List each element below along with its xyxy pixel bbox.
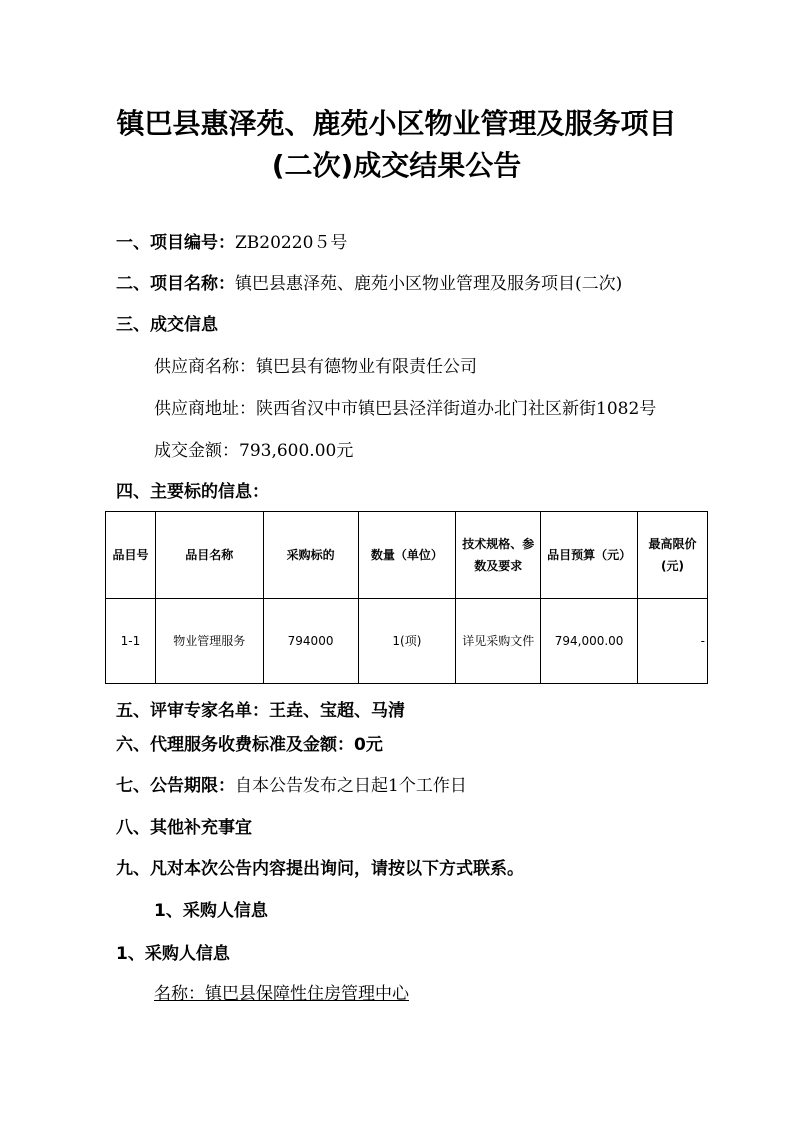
notice-title-line2: (二次)成交结果公告 xyxy=(271,149,522,182)
deal-info-heading: 三、成交信息 xyxy=(116,315,218,335)
table-header-cell: 采购标的 xyxy=(263,512,358,599)
agency-fee-label: 六、代理服务收费标准及金额： xyxy=(116,735,354,755)
experts-value: 王垚、宝超、马清 xyxy=(269,701,405,721)
table-cell: 物业管理服务 xyxy=(155,599,263,684)
supplier-name-label: 供应商名称： xyxy=(154,357,256,377)
project-name-value: 镇巴县惠泽苑、鹿苑小区物业管理及服务项目(二次) xyxy=(235,274,623,294)
main-items-table xyxy=(105,511,708,684)
notice-period-label: 七、公告期限： xyxy=(116,776,235,796)
buyer-name-line xyxy=(154,982,409,1006)
supplier-address-value: 陕西省汉中市镇巴县泾洋街道办北门社区新街1082号 xyxy=(256,399,657,419)
table-header-row xyxy=(106,512,708,599)
experts-label: 五、评审专家名单： xyxy=(116,701,269,721)
experts-line xyxy=(116,699,405,723)
project-name-label: 二、项目名称： xyxy=(116,274,235,294)
notice-title-line1: 镇巴县惠泽苑、鹿苑小区物业管理及服务项目 xyxy=(116,107,677,140)
supplier-name-line xyxy=(154,355,477,379)
deal-amount-value: 793,600.00元 xyxy=(239,441,354,461)
main-items-heading: 四、主要标的信息： xyxy=(116,482,269,502)
table-header-cell: 数量（单位） xyxy=(358,512,456,599)
notice-period-value: 自本公告发布之日起1个工作日 xyxy=(235,776,467,796)
table-cell: 详见采购文件 xyxy=(456,599,541,684)
table-header-cell: 品目号 xyxy=(106,512,156,599)
table-header-cell: 最高限价(元) xyxy=(638,512,708,599)
supplier-address-line xyxy=(154,397,656,421)
project-name-line xyxy=(116,272,622,296)
table-header-cell: 技术规格、参数及要求 xyxy=(456,512,541,599)
supplier-address-label: 供应商地址： xyxy=(154,399,256,419)
table-cell: 794,000.00 xyxy=(541,599,638,684)
table-header-cell: 品目名称 xyxy=(155,512,263,599)
project-number-label: 一、项目编号： xyxy=(116,233,235,253)
supplier-name-value: 镇巴县有德物业有限责任公司 xyxy=(256,357,477,377)
table-header-cell: 品目预算（元） xyxy=(541,512,638,599)
other-matters-heading: 八、其他补充事宜 xyxy=(116,818,252,838)
buyer-name-label: 名称： xyxy=(154,984,205,1004)
agency-fee-value: 0元 xyxy=(354,735,383,755)
deal-amount-line xyxy=(154,439,353,463)
project-number-value: ZB20220５号 xyxy=(235,233,348,253)
buyer-info-subheading: 1、采购人信息 xyxy=(154,901,268,921)
table-row xyxy=(106,599,708,684)
table-cell: 794000 xyxy=(263,599,358,684)
table-cell: 1-1 xyxy=(106,599,156,684)
notice-period-line xyxy=(116,774,467,798)
deal-amount-label: 成交金额： xyxy=(154,441,239,461)
buyer-name-value: 镇巴县保障性住房管理中心 xyxy=(205,984,409,1004)
contact-heading: 九、凡对本次公告内容提出询问，请按以下方式联系。 xyxy=(116,859,524,879)
buyer-info-heading: 1、采购人信息 xyxy=(116,944,230,964)
table-cell: - xyxy=(638,599,708,684)
project-number-line xyxy=(116,231,347,255)
table-cell: 1(项) xyxy=(358,599,456,684)
agency-fee-line xyxy=(116,733,383,757)
